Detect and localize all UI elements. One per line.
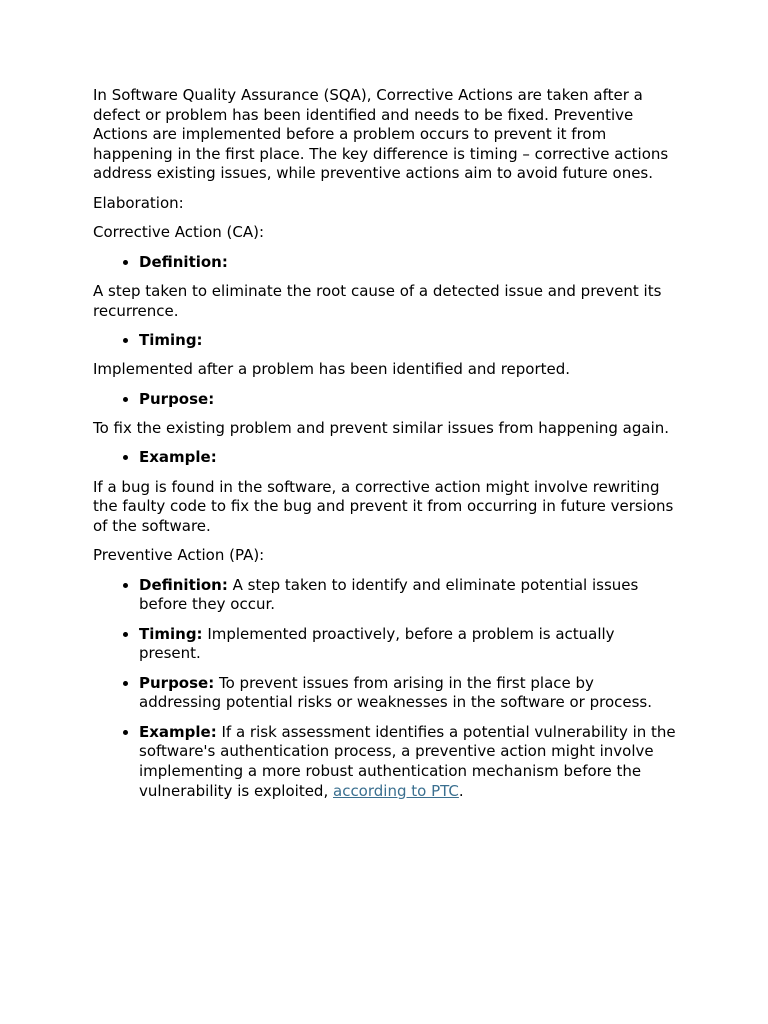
preventive-timing-text: Implemented proactively, before a problem is actually present.	[139, 624, 615, 663]
preventive-definition-label: Definition:	[139, 575, 228, 594]
preventive-heading: Preventive Action (PA):	[93, 546, 265, 565]
list-item	[139, 674, 678, 713]
corrective-example-text: If a bug is found in the software, a corrective action might involve rewriting the faulty code to fix the bug and prevent it from occurring in future versions of the software.	[93, 477, 674, 536]
ptc-source-link[interactable]: according to PTC	[333, 781, 459, 800]
corrective-definition-label: Definition:	[139, 252, 228, 271]
corrective-heading: Corrective Action (CA):	[93, 223, 265, 242]
list-item	[139, 576, 678, 615]
document-page	[93, 86, 678, 811]
corrective-purpose-label: Purpose:	[139, 389, 215, 408]
preventive-definition-text: A step taken to identify and eliminate potential issues before they occur.	[139, 575, 639, 614]
list-item	[139, 331, 678, 351]
corrective-definition-text: A step taken to eliminate the root cause of a detected issue and prevent its recurrence.	[93, 281, 662, 320]
corrective-timing-list	[93, 331, 678, 351]
preventive-example-text: If a risk assessment identifies a potential vulnerability in the software's authentication process, a preventive action might involve implementing a more robust authentication mechanism before the vulnerability is exploited,	[139, 722, 676, 800]
elaboration-label: Elaboration:	[93, 193, 184, 212]
preventive-timing-label: Timing:	[139, 624, 203, 643]
preventive-list	[93, 576, 678, 801]
list-item	[139, 723, 678, 801]
intro-paragraph: In Software Quality Assurance (SQA), Corrective Actions are taken after a defect or problem has been identified and needs to be fixed. Preventive Actions are implemented before a problem occurs to prevent it from happening in the first place. The key difference is timing – corrective actions address existing issues, while preventive actions aim to avoid future ones.	[93, 86, 669, 183]
corrective-purpose-list	[93, 390, 678, 410]
list-item	[139, 253, 678, 273]
preventive-purpose-text: To prevent issues from arising in the first place by addressing potential risks or weaknesses in the software or process.	[139, 673, 653, 712]
corrective-timing-text: Implemented after a problem has been identified and reported.	[93, 360, 571, 379]
preventive-example-label: Example:	[139, 722, 217, 741]
list-item	[139, 390, 678, 410]
preventive-purpose-label: Purpose:	[139, 673, 215, 692]
preventive-example-period: .	[458, 781, 464, 800]
list-item	[139, 625, 678, 664]
corrective-example-label: Example:	[139, 448, 217, 467]
corrective-timing-label: Timing:	[139, 330, 203, 349]
list-item	[139, 448, 678, 468]
corrective-definition-list	[93, 253, 678, 273]
corrective-purpose-text: To fix the existing problem and prevent similar issues from happening again.	[93, 419, 670, 438]
corrective-example-list	[93, 448, 678, 468]
